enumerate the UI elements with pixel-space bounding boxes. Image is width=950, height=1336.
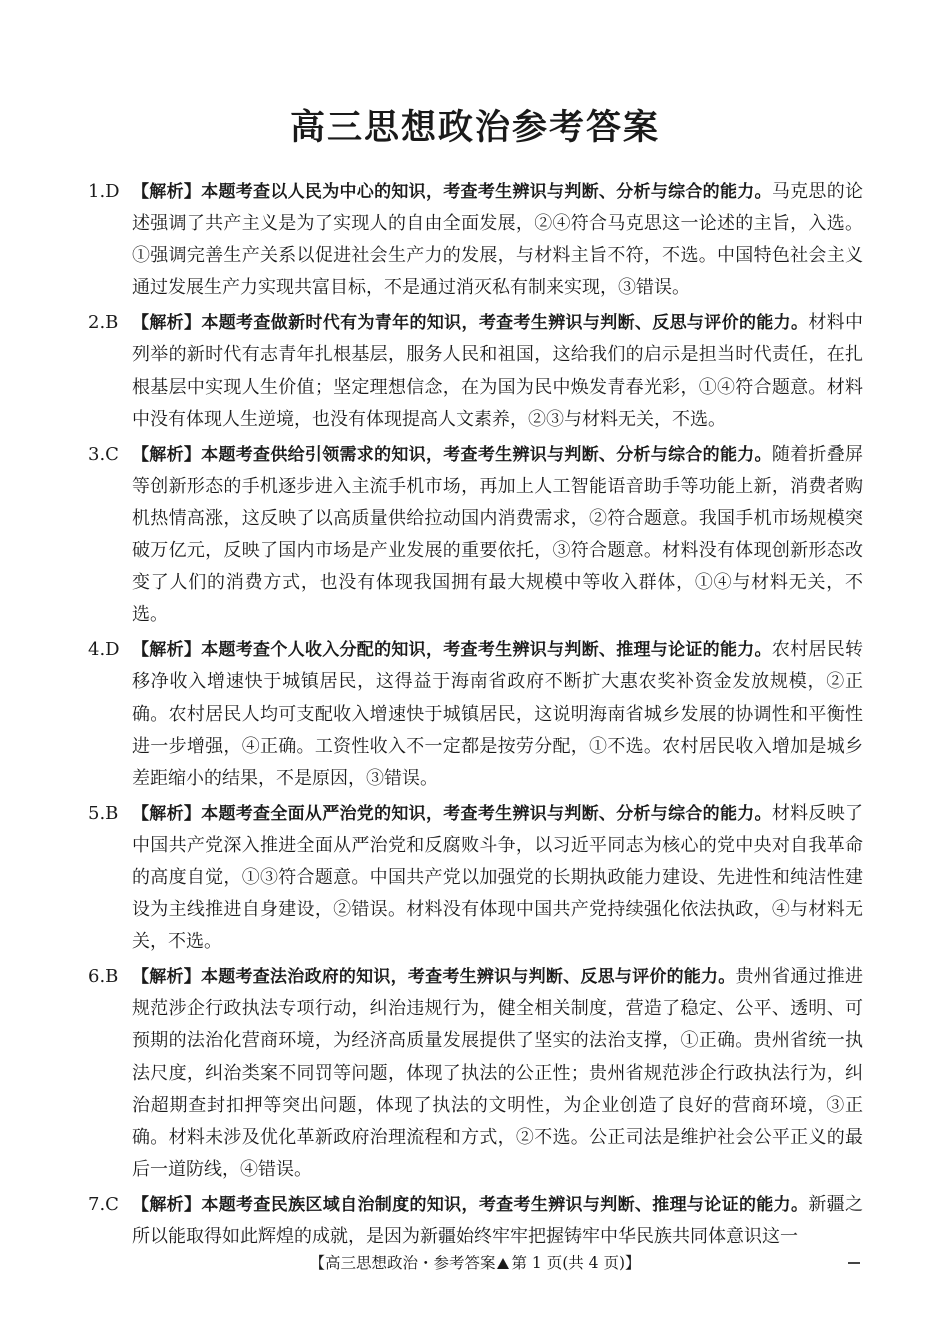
answer-body	[132, 798, 863, 958]
answer-number: 7.C	[88, 1193, 119, 1215]
answer-summary: 本题考查供给引领需求的知识，考查考生辨识与判断、分析与综合的能力。	[201, 444, 772, 465]
answer-number: 3.C	[88, 443, 119, 465]
answer-item	[88, 176, 863, 304]
answer-number: 6.B	[88, 966, 119, 988]
answer-text: 新疆之所以能取得如此辉煌的成就，是因为新疆始终牢牢把握铸牢中华民族共同体意识这一	[132, 1193, 864, 1247]
page-footer	[0, 1251, 950, 1273]
analysis-tag: 【解析】	[132, 313, 202, 334]
answer-text: 贵州省通过推进规范涉企行政执法专项行动，纠治违规行为，健全相关制度，营造了稳定、公平、透明、可预期的法治化营商环境，为经济高质量发展提供了坚实的法治支撑，①正确。贵州省统一执法尺度，纠治类案不同罚等问题，体现了执法的公正性；贵州省规范涉企行政执法行为，纠治超期查封扣押等突出问题，体现了执法的文明性，为企业创造了良好的营商环境，③正确。材料未涉及优化革新政府治理流程和方式，②不选。公正司法是维护社会公平正义的最后一道防线，④错误。	[132, 966, 864, 1180]
answer-summary: 本题考查个人收入分配的知识，考查考生辨识与判断、推理与论证的能力。	[201, 640, 772, 661]
answer-item	[88, 634, 863, 794]
answer-text: 马克思的论述强调了共产主义是为了实现人的自由全面发展，②④符合马克思这一论述的主旨，入选。①强调完善生产关系以促进社会生产力的发展，与材料主旨不符，不选。中国特色社会主义通过发展生产力实现共富目标，不是通过消灭私有制来实现，③错误。	[132, 181, 864, 299]
answer-item	[88, 307, 863, 435]
answer-number: 2.B	[88, 312, 119, 334]
answer-number: 5.B	[88, 802, 119, 824]
answer-text: 材料中列举的新时代有志青年扎根基层，服务人民和祖国，这给我们的启示是担当时代责任，在扎根基层中实现人生价值；坚定理想信念，在为国为民中焕发青春光彩，①④符合题意。材料中没有体现人生逆境，也没有体现提高人文素养，②③与材料无关，不选。	[132, 312, 864, 430]
answer-body	[132, 439, 863, 632]
answer-list	[88, 176, 863, 1256]
footer-page-number: 第 1 页(共 4 页)】	[511, 1254, 641, 1272]
answer-body	[132, 961, 863, 1186]
answer-text: 材料反映了中国共产党深入推进全面从严治党和反腐败斗争，以习近平同志为核心的党中央对自我革命的高度自觉，①③符合题意。中国共产党以加强党的长期执政能力建设、先进性和纯洁性建设为主线推进自身建设，②错误。材料没有体现中国共产党持续强化依法执政，④与材料无关，不选。	[132, 802, 864, 953]
answer-body	[132, 634, 863, 794]
answer-item	[88, 961, 863, 1186]
analysis-tag: 【解析】	[132, 182, 202, 202]
footer-title: 【高三思想政治・参考答案	[309, 1254, 496, 1272]
page-title: 高三思想政治参考答案	[289, 108, 660, 148]
answer-item	[88, 439, 863, 632]
analysis-tag: 【解析】	[132, 967, 201, 988]
answer-body	[132, 307, 863, 435]
analysis-tag: 【解析】	[132, 1194, 202, 1215]
analysis-tag: 【解析】	[132, 640, 202, 661]
answer-number: 1.D	[88, 181, 120, 202]
answer-text: 农村居民转移净收入增速快于城镇居民，这得益于海南省政府不断扩大惠农奖补资金发放规模，②正确。农村居民人均可支配收入增速快于城镇居民，这说明海南省城乡发展的协调性和平衡性进一步增强，④正确。工资性收入不一定都是按劳分配，①不选。农村居民收入增加是城乡差距缩小的结果，不是原因，③错误。	[132, 639, 864, 789]
answer-summary: 本题考查法治政府的知识，考查考生辨识与判断、反思与评价的能力。	[200, 967, 736, 988]
answer-number: 4.D	[88, 639, 120, 661]
answer-text: 随着折叠屏等创新形态的手机逐步进入主流手机市场，再加上人工智能语音助手等功能上新，消费者购机热情高涨，这反映了以高质量供给拉动国内消费需求，②符合题意。我国手机市场规模突破万亿元，反映了国内市场是产业发展的重要依托，③符合题意。材料没有体现创新形态改变了人们的消费方式，也没有体现我国拥有最大规模中等收入群体，①④与材料无关，不选。	[132, 443, 864, 626]
answer-summary: 本题考查全面从严治党的知识，考查考生辨识与判断、分析与综合的能力。	[201, 803, 772, 824]
answer-summary: 本题考查以人民为中心的知识，考查考生辨识与判断、分析与综合的能力。	[201, 182, 772, 202]
analysis-tag: 【解析】	[132, 444, 202, 465]
answer-item	[88, 1189, 863, 1253]
answer-body	[132, 176, 863, 304]
answer-summary: 本题考查做新时代有为青年的知识，考查考生辨识与判断、反思与评价的能力。	[201, 313, 809, 334]
answer-item	[88, 798, 863, 958]
answer-summary: 本题考查民族区域自治制度的知识，考查考生辨识与判断、推理与论证的能力。	[201, 1194, 809, 1215]
corner-mark	[848, 1262, 860, 1264]
analysis-tag: 【解析】	[132, 803, 202, 824]
answer-body	[132, 1189, 863, 1253]
triangle-icon	[497, 1258, 509, 1269]
